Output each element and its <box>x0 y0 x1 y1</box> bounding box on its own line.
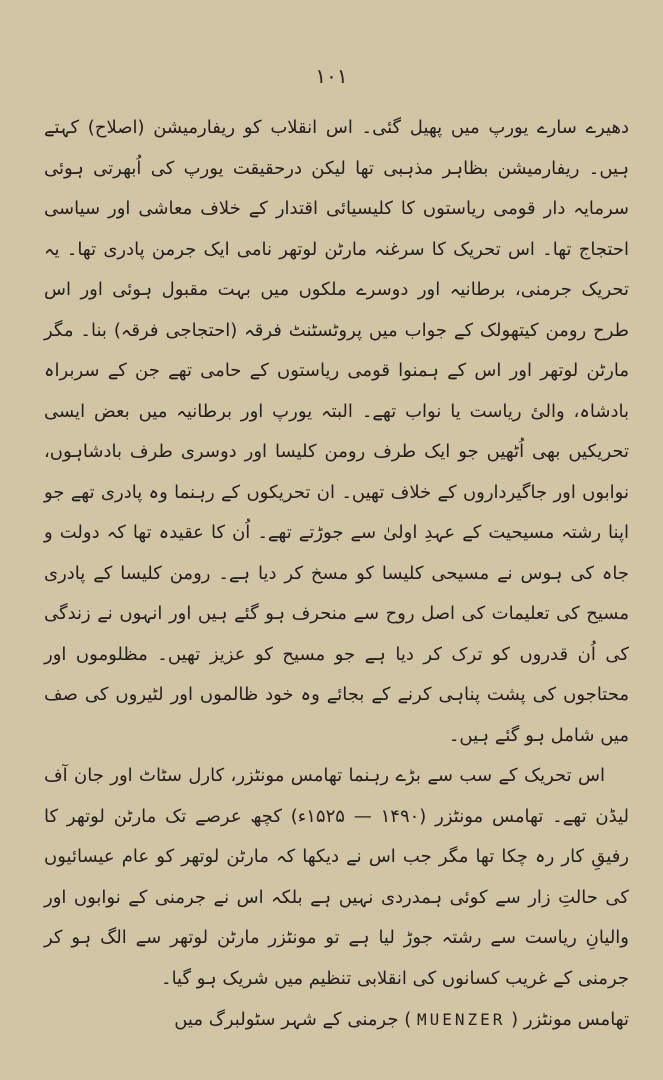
paragraph-1: دھیرے سارے یورپ میں پھیل گئی۔ اس انقلاب کو ریفارمیشن (اصلاح) کہتے ہیں۔ ریفارمیشن بظاہر مذہبی تھا لیکن درحقیقت یورپ کی اُبھرتی ہوئی سرمایہ دار قومی ریاستوں کا کلیسیائی اقتدار کے خلاف معاشی اور سیاسی احتجاج تھا۔ اس تحریک کا سرغنہ مارٹن لوتھر نامی ایک جرمن پادری تھا۔ یہ تحریک جرمنی، برطانیہ اور دوسرے ملکوں میں بہت مقبول ہوئی اور اس طرح رومن کیتھولک کے جواب میں پروٹسٹنٹ فرقہ (احتجاجی فرقہ) بنا۔ مگر مارٹن لوتھر اور اس کے ہمنوا قومی ریاستوں کے حامی تھے جن کے سربراہ بادشاہ، والیٔ ریاست یا نواب تھے۔ البتہ یورپ اور برطانیہ میں بعض ایسی تحریکیں بھی اُٹھیں جو ایک طرف رومن کلیسا اور دوسری طرف بادشاہوں، نوابوں اور جاگیرداروں کے خلاف تھیں۔ ان تحریکوں کے رہنما وہ پادری تھے جو اپنا رشتہ مسیحیت کے عہدِ اولیٰ سے جوڑتے تھے۔ اُن کا عقیدہ تھا کہ دولت و جاہ کی ہوس نے مسیحی کلیسا کو مسخ کر دیا ہے۔ رومن کلیسا کے پادری مسیح کی تعلیمات کی اصل روح سے منحرف ہو گئے ہیں اور انہوں نے زندگی کی اُن قدروں کو ترک کر دیا ہے جو مسیح کو عزیز تھیں۔ مظلوموں اور محتاجوں کی پشت پناہی کرنے کے بجائے وہ خود ظالموں اور لٹیروں کی صف میں شامل ہو گئے ہیں۔ <box>44 117 629 746</box>
body-text <box>44 108 629 999</box>
latin-name: MUENZER <box>416 1010 506 1029</box>
page-number: ۱۰۱ <box>315 64 348 88</box>
final-line-start: تھامس مونٹزر ( <box>511 1009 629 1030</box>
paragraph-2: اس تحریک کے سب سے بڑے رہنما تھامس مونٹزر، کارل سٹاٹ اور جان آف لیڈن تھے۔ تھامس مونٹزر (۱۴۹۰ — ۱۵۲۵ء) کچھ عرصے تک مارٹن لوتھر کا رفیقِ کار رہ چکا تھا مگر جب اس نے دیکھا کہ مارٹن لوتھر کو عام عیسائیوں کی حالتِ زار سے کوئی ہمدردی نہیں ہے بلکہ اس نے جرمنی کے نوابوں اور والیانِ ریاست سے رشتہ جوڑ لیا ہے تو مونٹزر مارٹن لوتھر سے الگ ہو کر جرمنی کے غریب کسانوں کی انقلابی تنظیم میں شریک ہو گیا۔ <box>44 765 629 989</box>
final-line-end: ) جرمنی کے شہر سٹولبرگ میں <box>174 1009 412 1030</box>
final-line <box>44 1004 629 1036</box>
